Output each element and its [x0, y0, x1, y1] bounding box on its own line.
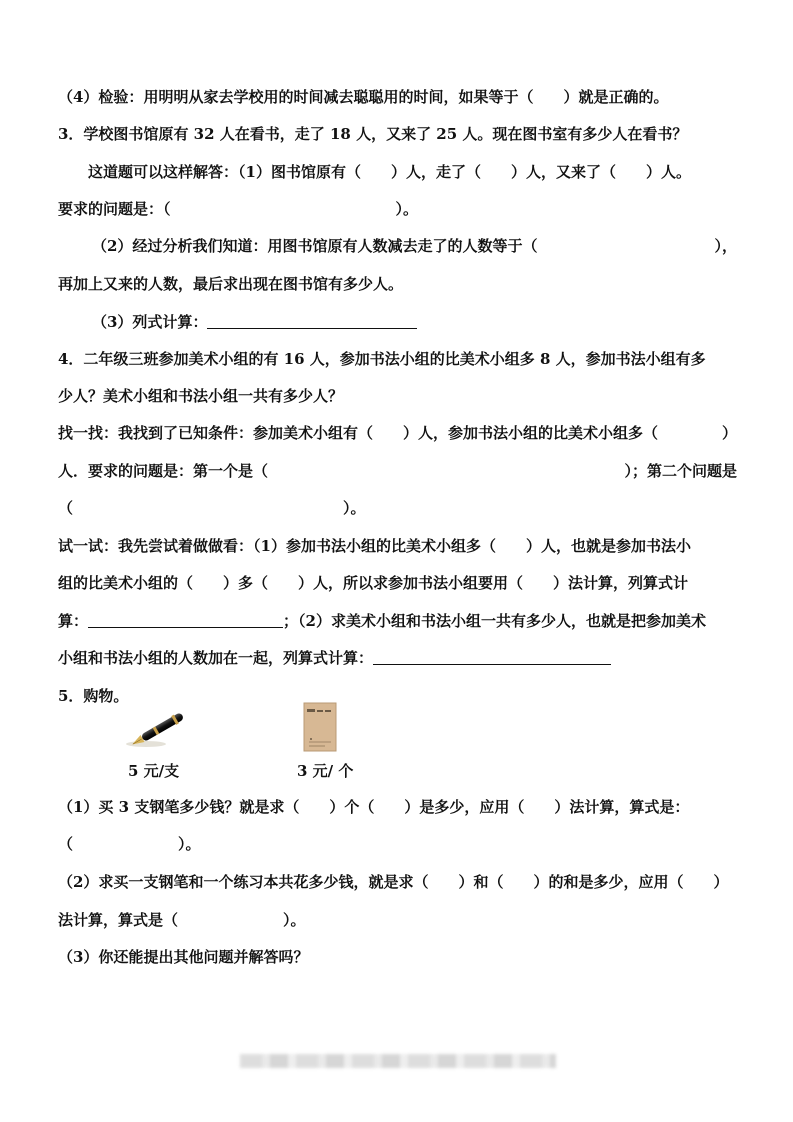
- q3-question-line: 要求的问题是：（ ）。: [58, 200, 419, 218]
- q3-calc-line: [92, 311, 737, 333]
- q4-try-line-3: [58, 610, 737, 632]
- q4-find-close: ）: [721, 424, 737, 442]
- question-4-title-2: 少人？美术小组和书法小组一共有多少人？: [58, 387, 344, 405]
- q3-analysis-text: （2）经过分析我们知道：用图书馆原有人数减去走了的人数等于（: [92, 237, 538, 255]
- q4-find2-text: 人．要求的问题是：第一个是（: [58, 462, 269, 480]
- q4-try-line-2: 组的比美术小组的（ ）多（ ）人，所以求参加书法小组要用（ ）法计算，列算式计: [58, 574, 689, 592]
- q5-part-2: （2）求买一支钢笔和一个练习本共花多少钱，就是求（ ）和（ ）的和是多少，应用（ ）: [58, 873, 729, 891]
- question-3-title: 3．学校图书馆原有 32 人在看书，走了 18 人，又来了 25 人。现在图书室有多少人在看书？: [58, 125, 688, 143]
- price-notebook: 3 元/ 个: [297, 762, 354, 780]
- q4-try3-text: ；（2）求美术小组和书法小组一共有多少人，也就是把参加美术: [283, 612, 706, 630]
- q4-calc-blank-2[interactable]: [373, 648, 611, 665]
- q3-answer-blank[interactable]: [207, 312, 417, 329]
- price-pen: 5 元/支: [128, 762, 180, 780]
- line-check-step: （4）检验：用明明从家去学校用的时间减去聪聪用的时间，如果等于（ ）就是正确的。: [58, 88, 669, 106]
- q5-part-1-answer: （ ）。: [58, 835, 201, 853]
- q4-find-line-2: [58, 460, 737, 482]
- q3-analysis-line-2: 再加上又来的人数，最后求出现在图书馆有多少人。: [58, 275, 404, 293]
- question-5-title: 5．购物。: [58, 687, 129, 705]
- q5-part-2-answer: 法计算，算式是（ ）。: [58, 911, 306, 929]
- q3-calc-label: （3）列式计算：: [92, 313, 208, 331]
- blurred-footer-watermark: [240, 1054, 556, 1068]
- q4-find2-right: ）；第二个问题是: [624, 462, 737, 480]
- q4-calc-blank-1[interactable]: [88, 611, 283, 628]
- q3-solution-line-1: 这道题可以这样解答：（1）图书馆原有（ ）人，走了（ ）人，又来了（ ）人。: [88, 163, 691, 181]
- q4-try3-label: 算：: [58, 612, 89, 630]
- q4-find-line-3: （ ）。: [58, 499, 366, 517]
- q4-find-line: [58, 422, 737, 444]
- q4-try-line-4: [58, 647, 737, 669]
- q4-find-text: 找一找：我找到了已知条件：参加美术小组有（ ）人，参加书法小组的比美术小组多（: [58, 424, 659, 442]
- q5-part-3: （3）你还能提出其他问题并解答吗？: [58, 948, 309, 966]
- q4-try-line-1: 试一试：我先尝试着做做看：（1）参加书法小组的比美术小组多（ ）人，也就是参加书法小: [58, 537, 691, 555]
- exercise-book-icon: [303, 702, 337, 752]
- q3-analysis-line: [92, 235, 737, 257]
- q4-try4-text: 小组和书法小组的人数加在一起，列算式计算：: [58, 649, 374, 667]
- fountain-pen-icon: [124, 706, 194, 752]
- q3-analysis-close: ），: [714, 237, 737, 255]
- q5-part-1: （1）买 3 支钢笔多少钱？就是求（ ）个（ ）是多少，应用（ ）法计算，算式是：: [58, 798, 690, 816]
- question-4-title: 4．二年级三班参加美术小组的有 16 人，参加书法小组的比美术小组多 8 人，参加书法小组有多: [58, 350, 706, 368]
